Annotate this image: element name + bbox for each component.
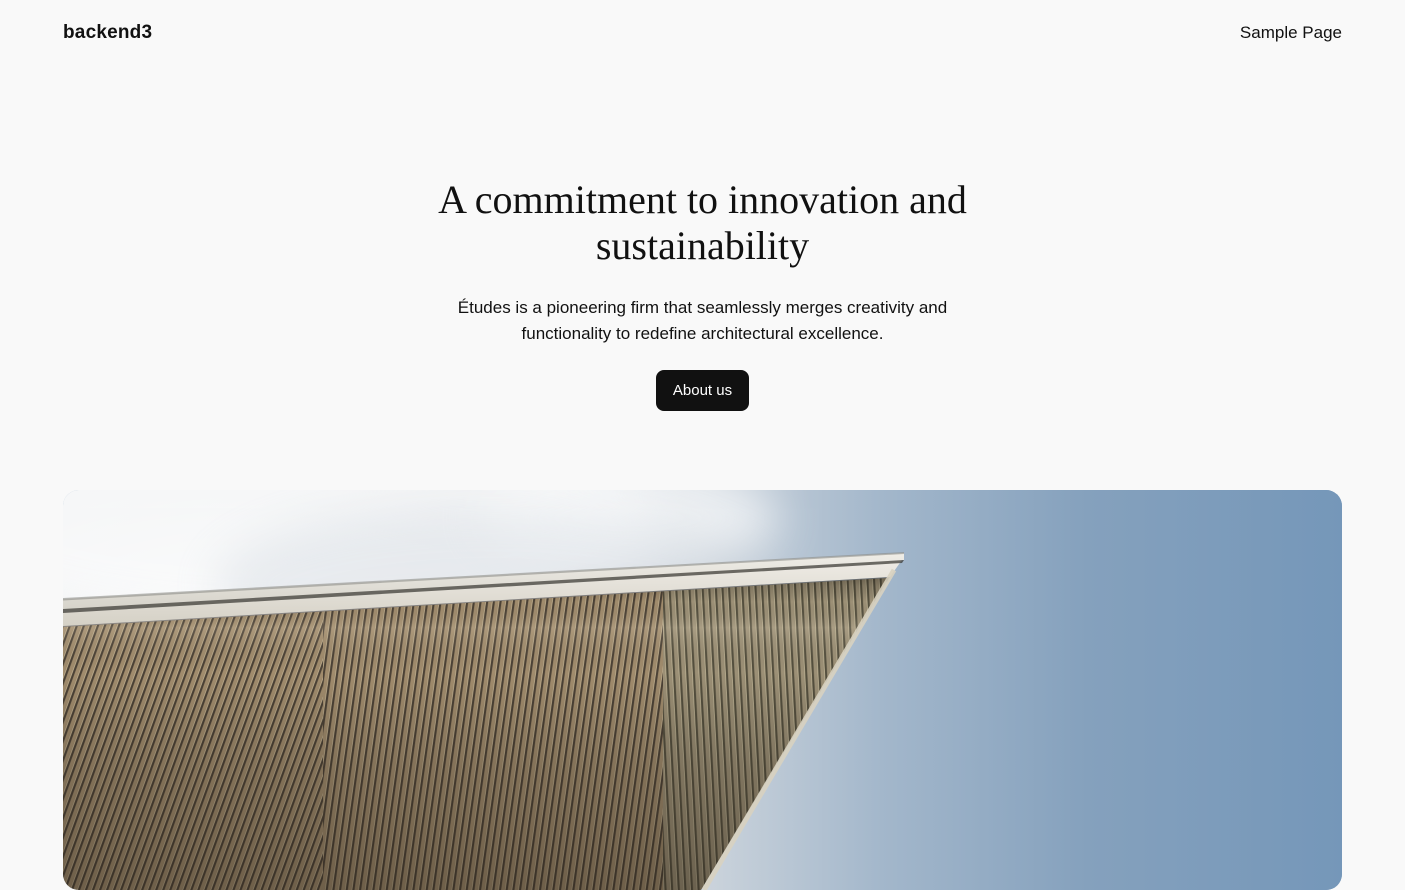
- cta-row: [0, 370, 1405, 411]
- site-logo[interactable]: backend3: [63, 22, 153, 43]
- hero-image-graphic: [63, 490, 1342, 890]
- site-header: [0, 0, 1405, 44]
- main-content: [0, 44, 1405, 890]
- hero-heading: A commitment to innovation and sustainability: [438, 177, 967, 268]
- hero-image: [63, 490, 1342, 890]
- hero-section: [0, 44, 1405, 411]
- about-us-button[interactable]: About us: [656, 370, 749, 411]
- site-nav: [1240, 23, 1342, 43]
- nav-link-sample-page[interactable]: Sample Page: [1239, 23, 1342, 42]
- hero-description: Études is a pioneering firm that seamlessly merges creativity and functionality to redefine architectural excellence.: [457, 298, 948, 343]
